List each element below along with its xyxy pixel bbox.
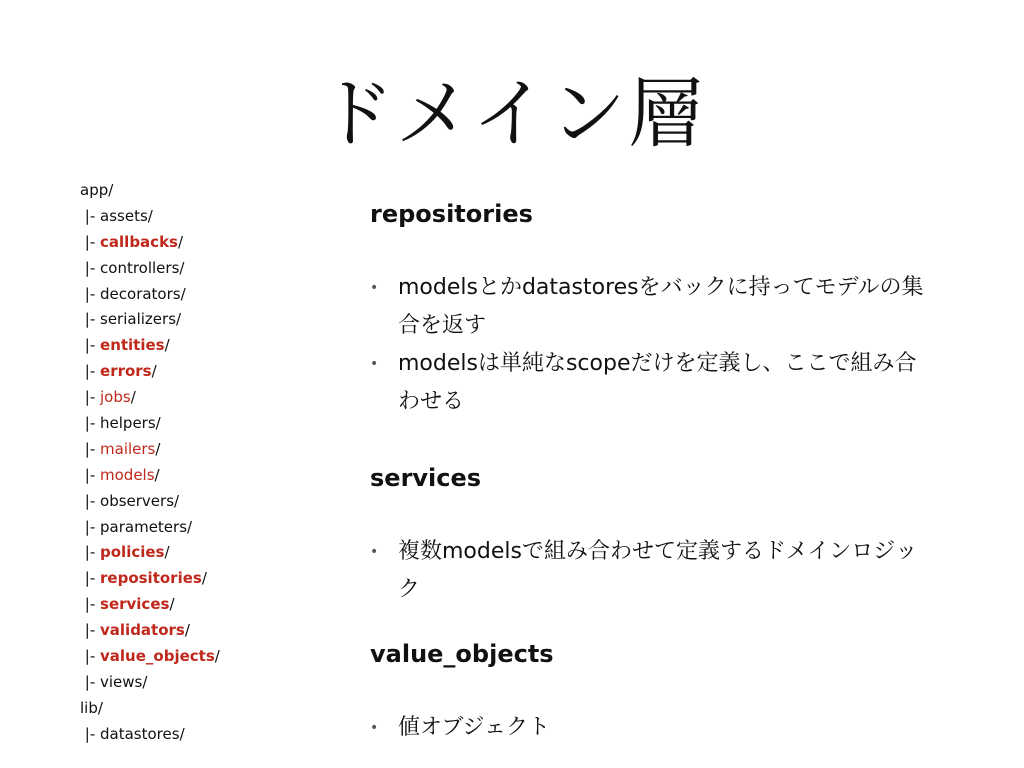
tree-row [80, 230, 340, 256]
tree-folder-name: controllers [100, 258, 180, 277]
tree-suffix: / [164, 336, 170, 355]
tree-row [80, 696, 340, 722]
tree-folder-name: decorators [100, 284, 181, 303]
tree-suffix: / [179, 724, 185, 743]
tree-suffix: / [179, 258, 185, 277]
tree-suffix: / [155, 439, 161, 458]
tree-row [80, 307, 340, 333]
slide-title: ドメイン層 [318, 69, 706, 158]
tree-folder-name: datastores [100, 724, 180, 743]
tree-prefix: |- [80, 232, 101, 251]
tree-prefix: |- [80, 310, 101, 329]
tree-suffix: / [177, 232, 184, 251]
section-repositories [370, 200, 970, 464]
tree-row [80, 437, 340, 463]
section-services [370, 464, 970, 640]
tree-row [80, 670, 340, 696]
tree-prefix: |- [80, 336, 101, 355]
bullet-list [370, 709, 970, 747]
tree-suffix: / [147, 206, 153, 225]
tree-suffix: / [130, 388, 136, 407]
tree-row [80, 178, 340, 204]
bullet-item [370, 533, 938, 609]
tree-prefix: |- [80, 465, 101, 484]
tree-prefix: |- [80, 388, 101, 407]
tree-row [80, 256, 340, 282]
tree-prefix: |- [80, 284, 101, 303]
section-heading: repositories [370, 200, 533, 228]
tree-row [80, 722, 340, 748]
tree-row [80, 489, 340, 515]
tree-row [80, 566, 340, 592]
bullet-text: modelsとかdatastoresをバックに持ってモデルの集合を返す [398, 274, 924, 338]
tree-row [80, 463, 340, 489]
content-area [370, 200, 970, 760]
tree-prefix: |- [80, 724, 101, 743]
tree-folder-name: callbacks [100, 232, 178, 251]
bullet-text: 値オブジェクト [398, 714, 551, 740]
tree-folder-name: value_objects [100, 647, 215, 666]
tree-prefix: |- [80, 595, 101, 614]
tree-suffix: / [164, 543, 170, 562]
tree-prefix: |- [80, 206, 101, 225]
tree-prefix: |- [80, 517, 101, 536]
tree-suffix: / [176, 310, 182, 329]
tree-folder-name: observers [100, 491, 175, 510]
tree-suffix: / [151, 362, 157, 381]
tree-folder-name: policies [100, 543, 165, 562]
tree-prefix: |- [80, 647, 101, 666]
tree-suffix: / [154, 465, 160, 484]
tree-prefix: |- [80, 491, 101, 510]
tree-row [80, 540, 340, 566]
tree-folder-name: errors [100, 362, 152, 381]
tree-folder-name: entities [100, 336, 165, 355]
bullet-dot-icon: • [370, 543, 379, 560]
tree-prefix: |- [80, 414, 101, 433]
tree-folder-name: lib/ [80, 698, 103, 717]
tree-folder-name: parameters [100, 517, 188, 536]
tree-row [80, 359, 340, 385]
tree-folder-name: models [100, 465, 155, 484]
tree-row [80, 204, 340, 230]
tree-suffix: / [184, 621, 190, 640]
tree-prefix: |- [80, 258, 101, 277]
tree-prefix: |- [80, 439, 101, 458]
section-heading: value_objects [370, 640, 554, 668]
tree-row [80, 644, 340, 670]
bullet-text: modelsは単純なscopeだけを定義し、ここで組み合わせる [398, 350, 917, 414]
tree-folder-name: helpers [100, 414, 156, 433]
bullet-text: 複数modelsで組み合わせて定義するドメインロジック [398, 538, 918, 602]
tree-row [80, 411, 340, 437]
tree-folder-name: services [100, 595, 170, 614]
bullet-list [370, 533, 970, 609]
tree-row [80, 515, 340, 541]
tree-prefix: |- [80, 543, 101, 562]
tree-suffix: / [155, 414, 161, 433]
directory-tree [80, 178, 340, 748]
bullet-dot-icon: • [370, 719, 379, 736]
tree-row [80, 592, 340, 618]
tree-suffix: / [169, 595, 175, 614]
tree-folder-name: mailers [100, 439, 156, 458]
tree-folder-name: repositories [100, 569, 202, 588]
tree-suffix: / [187, 517, 193, 536]
tree-suffix: / [180, 284, 186, 303]
tree-prefix: |- [80, 672, 101, 691]
tree-suffix: / [142, 672, 148, 691]
tree-row [80, 618, 340, 644]
tree-row [80, 333, 340, 359]
tree-folder-name: jobs [100, 388, 131, 407]
tree-folder-name: assets [100, 206, 148, 225]
section-heading: services [370, 464, 482, 492]
tree-suffix: / [201, 569, 207, 588]
tree-row [80, 282, 340, 308]
tree-row [80, 385, 340, 411]
tree-suffix: / [174, 491, 180, 510]
section-value-objects [370, 640, 970, 760]
tree-prefix: |- [80, 621, 101, 640]
bullet-item [370, 269, 938, 345]
bullet-item [370, 709, 938, 747]
bullet-dot-icon: • [370, 355, 379, 372]
tree-folder-name: views [100, 672, 143, 691]
tree-folder-name: serializers [100, 310, 177, 329]
tree-folder-name: validators [100, 621, 185, 640]
tree-prefix: |- [80, 569, 101, 588]
bullet-item [370, 345, 938, 421]
bullet-dot-icon: • [370, 279, 379, 296]
tree-suffix: / [214, 647, 220, 666]
tree-folder-name: app/ [80, 181, 114, 199]
bullet-list [370, 269, 970, 421]
tree-prefix: |- [80, 362, 101, 381]
